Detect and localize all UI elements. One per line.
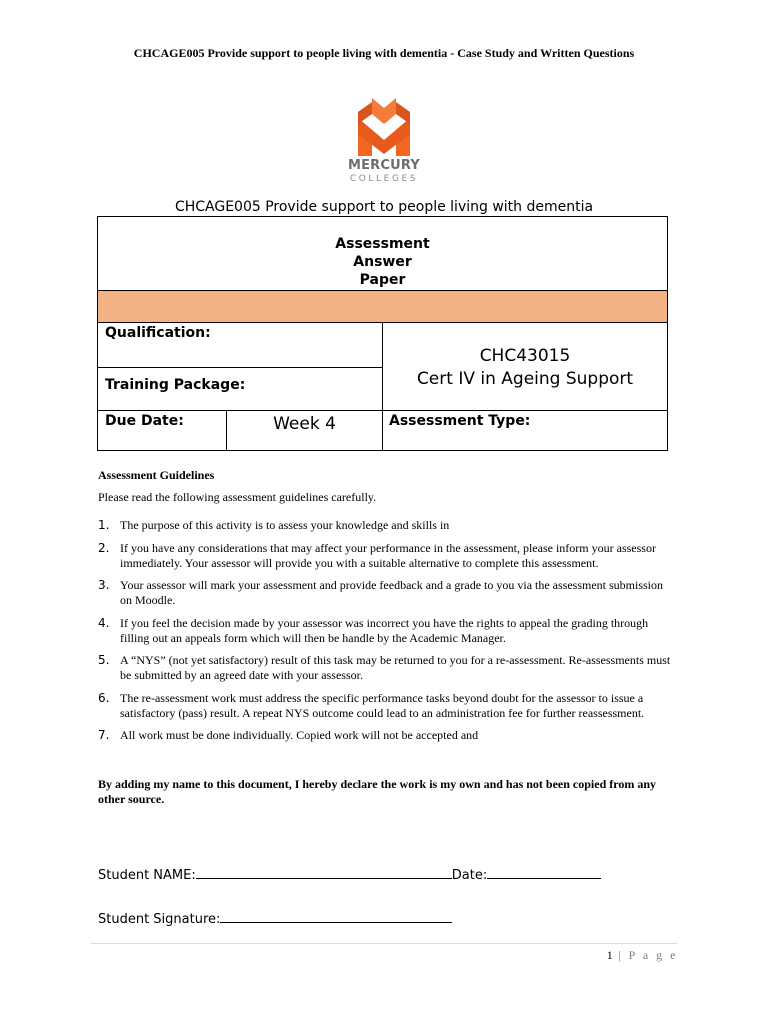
- student-signature-field[interactable]: [220, 910, 452, 923]
- form-title-line: Answer: [353, 254, 412, 270]
- page-number: [607, 948, 678, 963]
- guidelines-intro: Please read the following assessment guidelines carefully.: [98, 490, 377, 504]
- list-number: 1.: [98, 518, 110, 532]
- qualification-name: Cert IV in Ageing Support: [416, 369, 634, 389]
- qualification-label: Qualification:: [98, 323, 383, 368]
- list-item: [98, 578, 673, 608]
- assessment-type-label: Assessment Type:: [389, 413, 531, 429]
- assessment-form-table: [97, 216, 668, 451]
- list-text: Your assessor will mark your assessment and provide feedback and a grade to you via the assessment submission on Moodle.: [120, 578, 664, 607]
- form-title-line: Assessment: [335, 236, 430, 252]
- list-number: 7.: [98, 728, 110, 742]
- footer-divider: [91, 943, 677, 944]
- logo-name: MERCURY: [347, 158, 421, 173]
- student-signature-label: Student Signature:: [98, 912, 221, 927]
- form-title-line: Paper: [359, 272, 406, 288]
- date-label: Date:: [451, 868, 488, 883]
- list-item: [98, 653, 673, 683]
- list-number: 2.: [98, 540, 110, 555]
- list-text: All work must be done individually. Copied work will not be accepted and: [120, 728, 479, 742]
- unit-title: CHCAGE005 Provide support to people living with dementia: [174, 199, 594, 215]
- logo-subtitle: COLLEGES: [349, 174, 419, 184]
- qualification-value: [383, 323, 667, 411]
- list-text: A “NYS” (not yet satisfactory) result of this task may be returned to you for a re-assessment. Re-assessments must be submitted by an agreed date with your assessor.: [120, 653, 671, 682]
- guidelines-list: [98, 518, 673, 751]
- due-date-value: Week 4: [227, 411, 383, 450]
- due-date-label: Due Date:: [98, 411, 227, 450]
- training-package-label: Training Package:: [98, 368, 383, 411]
- student-name-field[interactable]: [196, 866, 452, 879]
- student-name-row: [98, 866, 601, 883]
- page-word: P a g e: [628, 948, 678, 962]
- list-item: [98, 691, 673, 721]
- list-text: The purpose of this activity is to assess your knowledge and skills in: [120, 518, 450, 532]
- orange-band: [98, 291, 667, 323]
- page-separator: |: [612, 948, 629, 962]
- list-item: [98, 541, 673, 571]
- student-signature-row: [98, 910, 452, 927]
- list-item: [98, 728, 673, 743]
- form-title: [98, 217, 667, 291]
- page-number-value: 1: [606, 948, 613, 962]
- qualification-code: CHC43015: [479, 346, 571, 366]
- list-number: 4.: [98, 615, 110, 630]
- header-title: CHCAGE005 Provide support to people living with dementia - Case Study and Written Questions: [133, 46, 635, 60]
- mercury-m-logo-icon: [354, 94, 414, 156]
- list-text: The re-assessment work must address the specific performance tasks beyond doubt for the assessor to issue a satisfactory (pass) result. A repeat NYS outcome could lead to an administration fee for further reassessment.: [120, 690, 645, 720]
- list-text: If you feel the decision made by your assessor was incorrect you have the rights to appeal the grading through filling out an appeals form which will then be handle by the Academic Manager.: [120, 615, 649, 645]
- list-number: 3.: [98, 578, 110, 592]
- mercury-logo: [344, 94, 424, 186]
- list-number: 6.: [98, 690, 110, 705]
- list-number: 5.: [98, 653, 110, 667]
- list-item: [98, 616, 673, 646]
- date-field[interactable]: [487, 866, 601, 879]
- list-text: If you have any considerations that may affect your performance in the assessment, please inform your assessor immediately. Your assessor will provide you with a suitable alternative to complete this assessment.: [120, 540, 656, 570]
- list-item: [98, 518, 673, 533]
- declaration-text: By adding my name to this document, I hereby declare the work is my own and has not been copied from any other source.: [98, 777, 657, 806]
- student-name-label: Student NAME:: [98, 868, 196, 883]
- guidelines-heading: Assessment Guidelines: [98, 468, 215, 482]
